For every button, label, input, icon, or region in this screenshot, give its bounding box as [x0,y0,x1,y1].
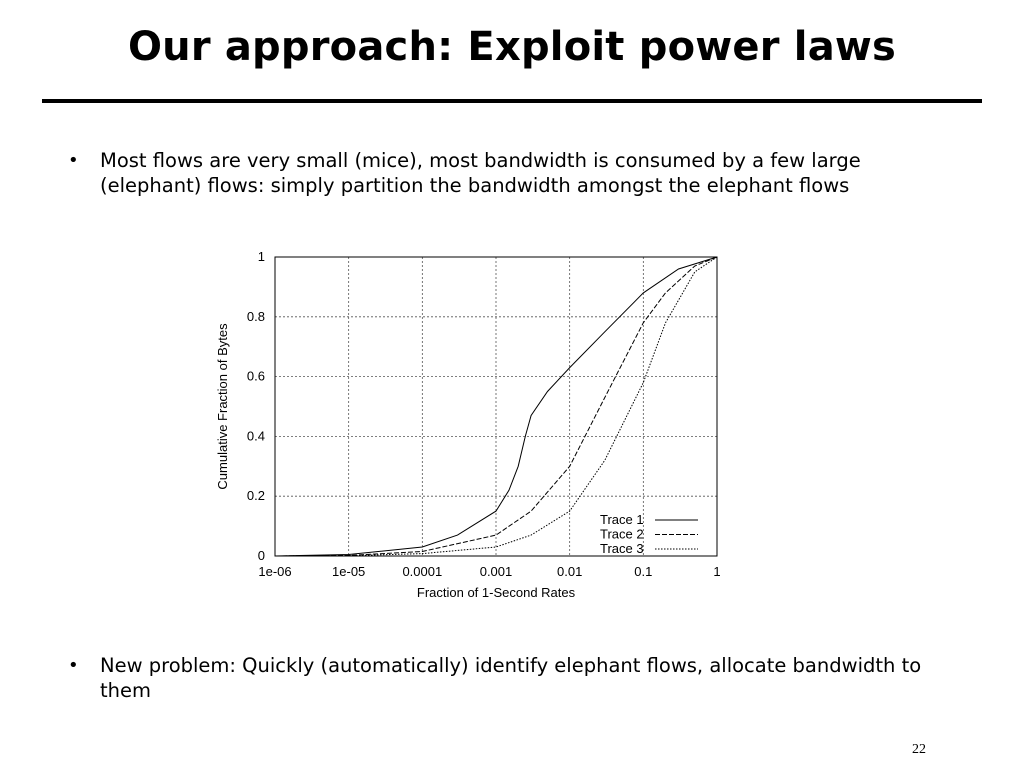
bullet-item [68,148,968,198]
x-tick-label: 0.01 [557,564,583,579]
legend-label: Trace 2 [600,526,644,542]
y-tick-label: 1 [257,249,265,264]
x-tick-label: 1 [713,564,721,579]
bullet-dot: • [68,150,79,171]
legend-label: Trace 3 [600,541,644,556]
page-number: 22 [912,742,926,757]
y-tick-label: 0.6 [246,368,265,384]
x-tick-label: 0.0001 [402,564,443,579]
legend-label: Trace 1 [600,512,644,527]
y-tick-label: 0 [257,548,265,563]
bullet-text: Most flows are very small (mice), most bandwidth is consumed by a few large (elephant) flows: simply partition the bandwidth amongst the elephant flows [100,149,861,197]
x-tick-label: 1e-05 [332,564,366,579]
bullet-item [68,653,968,703]
bullet-dot: • [68,655,79,676]
x-tick-label: 1e-06 [258,564,292,579]
title-divider [42,99,982,103]
y-tick-label: 0.4 [246,428,265,444]
y-axis-label: Cumulative Fraction of Bytes [215,323,230,490]
y-tick-label: 0.2 [246,488,265,504]
x-tick-label: 0.1 [634,564,653,579]
y-tick-label: 0.8 [246,308,265,324]
slide-title: Our approach: Exploit power laws [127,24,897,70]
x-tick-label: 0.001 [479,564,513,579]
cdf-chart [205,245,735,610]
bullet-text: New problem: Quickly (automatically) identify elephant flows, allocate bandwidth to them [100,654,922,702]
x-axis-label: Fraction of 1-Second Rates [416,585,576,600]
